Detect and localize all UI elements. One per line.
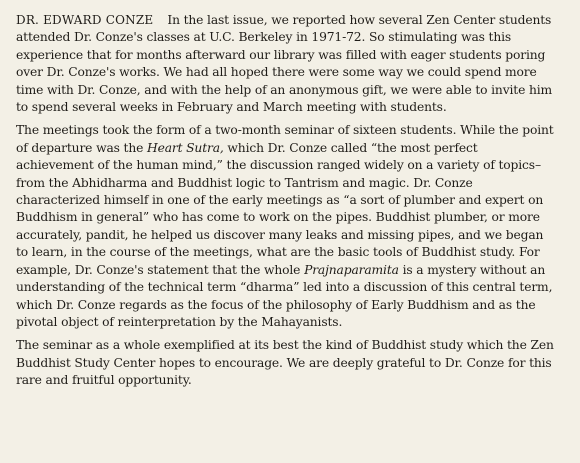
paragraph-seminar-text-a: The meetings took the form of a two-month seminar of sixteen students. While the point of departure was the xyxy=(16,123,554,155)
paragraph-seminar-text-c: is a mystery without an understanding of the technical term “dharma” led into a discussion of this central term, which Dr. Conze regards as the focus of the philosophy of Early Buddhism and as the pivotal object of reinterpretation by the Mahayanists. xyxy=(16,262,553,329)
heart-sutra-title: Heart Sutra, xyxy=(147,140,224,155)
paragraph-closing: The seminar as a whole exemplified at its best the kind of Buddhist study which the Zen Buddhist Study Center hopes to encourage. We are deeply grateful to Dr. Conze for this rare and fruitful opportunity. xyxy=(16,338,554,388)
prajnaparamita-title: Prajnaparamita xyxy=(304,262,399,277)
paragraph-intro-text: In the last issue, we reported how several Zen Center students attended Dr. Conze's classes at U.C. Berkeley in 1971-72. So stimulating was this experience that for months afterward our library was filled with eager students poring over Dr. Conze's works. We had all hoped there were some way we could spend more time with Dr. Conze, and with the help of an anonymous gift, we were able to invite him to spend several weeks in February and March meeting with students. xyxy=(16,13,553,115)
paragraph-seminar xyxy=(16,122,554,331)
paragraph-seminar-text-b: which Dr. Conze called “the most perfect achievement of the human mind,” the discussion ranged widely on a variety of topics–from the Abhidharma and Buddhist logic to Tantrism and magic. Dr. Conze characterized himself in one of the early meetings as “a sort of plumber and expert on Buddhism in general” who has come to work on the pipes. Buddhist plumber, or more accurately, pandit, he helped us discover many leaks and missing pipes, and we began to learn, in the course of the meetings, what are the basic tools of Buddhist study. For example, Dr. Conze's statement that the whole xyxy=(16,140,544,277)
article-heading: DR. EDWARD CONZE xyxy=(16,13,154,27)
paragraph-intro xyxy=(16,12,554,116)
